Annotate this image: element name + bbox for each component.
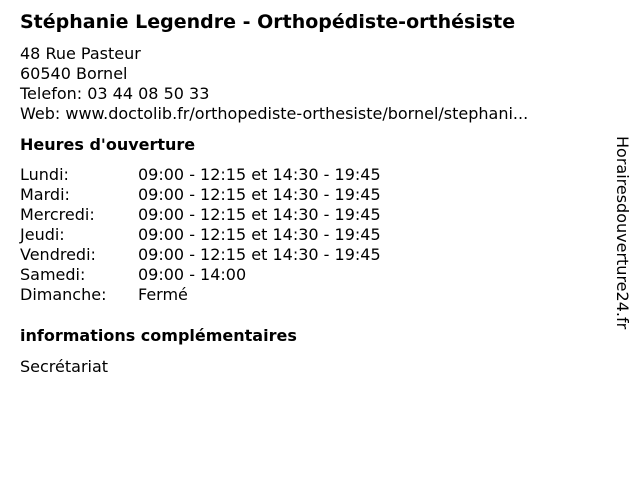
hours-row-friday [20,245,600,265]
opening-hours-table [20,165,600,305]
day-hours: 09:00 - 12:15 et 14:30 - 19:45 [138,185,381,204]
hours-row-saturday [20,265,600,285]
hours-row-thursday [20,225,600,245]
hours-row-monday [20,165,600,185]
day-label: Jeudi: [20,225,65,244]
hours-row-wednesday [20,205,600,225]
day-label: Dimanche: [20,285,107,304]
city-postcode: 60540 Bornel [20,64,128,83]
day-label: Mercredi: [20,205,95,224]
day-label: Mardi: [20,185,70,204]
day-hours: 09:00 - 12:15 et 14:30 - 19:45 [138,225,381,244]
contact-block [20,44,600,124]
hours-row-tuesday [20,185,600,205]
day-hours: 09:00 - 12:15 et 14:30 - 19:45 [138,165,381,184]
day-label: Vendredi: [20,245,96,264]
street-address: 48 Rue Pasteur [20,44,141,63]
day-hours: Fermé [138,285,188,304]
business-title: Stéphanie Legendre - Orthopédiste-orthésiste [20,11,516,33]
additional-info-heading: informations complémentaires [20,326,297,345]
additional-info-text: Secrétariat [20,357,109,376]
day-hours: 09:00 - 12:15 et 14:30 - 19:45 [138,245,381,264]
site-watermark: Horairesdouverture24.fr [613,136,632,330]
day-label: Samedi: [20,265,86,284]
business-card [20,10,600,377]
opening-hours-heading: Heures d'ouverture [20,135,196,154]
website-link[interactable]: Web: www.doctolib.fr/orthopediste-orthesiste/bornel/stephani... [20,104,529,123]
day-hours: 09:00 - 12:15 et 14:30 - 19:45 [138,205,381,224]
day-hours: 09:00 - 14:00 [138,265,247,284]
phone-number: Telefon: 03 44 08 50 33 [20,84,210,103]
hours-row-sunday [20,285,600,305]
day-label: Lundi: [20,165,69,184]
